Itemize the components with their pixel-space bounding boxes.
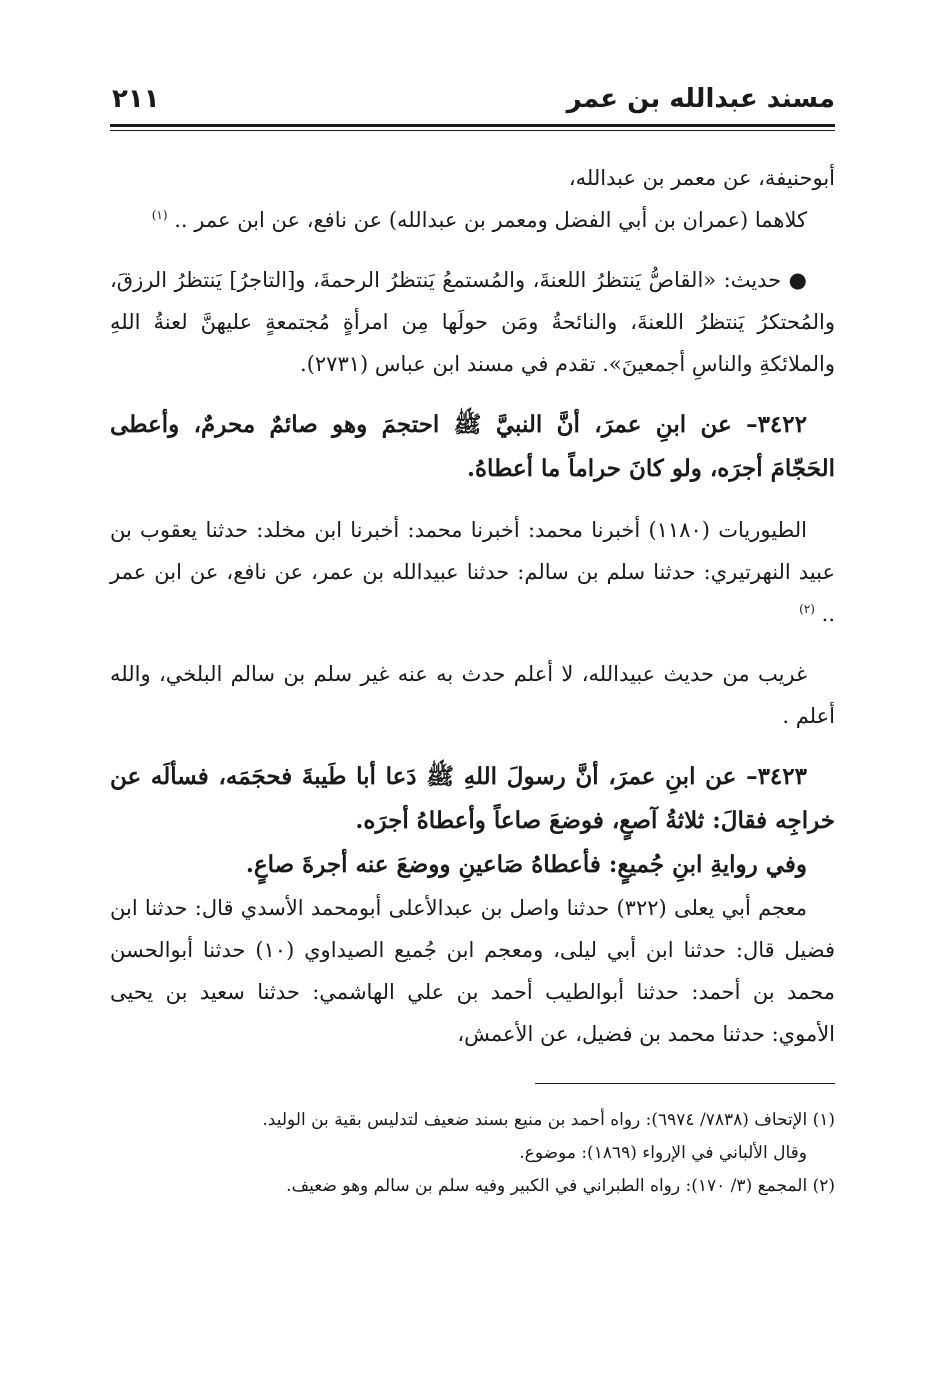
footnote-2: (٢) المجمع (٣/ ١٧٠): رواه الطبراني في الكبير وفيه سلم بن سالم وهو ضعيف. — [286, 1176, 835, 1196]
hadith-3423-variant — [110, 843, 835, 887]
hadith-3422-text: ٣٤٢٢– عن ابنِ عمرَ، أنَّ النبيَّ ﷺ احتجمَ وهو صائمٌ محرمٌ، وأعطى الحَجّامَ أجرَه، ولو كانَ حراماً ما أعطاهُ. — [110, 411, 835, 482]
footnotes — [110, 1104, 835, 1203]
page-number: ٢١١ — [112, 84, 160, 114]
gharib-note — [110, 653, 835, 737]
paragraph-chain-2 — [110, 199, 835, 241]
hadith-3423 — [110, 755, 835, 843]
source-mujam-abi-yala-text: معجم أبي يعلى (٣٢٢) حدثنا واصل بن عبدالأعلى أبومحمد الأسدي قال: حدثنا ابن فضيل قال: حدثنا ابن أبي ليلى، ومعجم ابن جُميع الصيداوي (١٠) حدثنا أبوالحسن محمد بن أحمد: حدثنا أبوالطيب أحمد بن علي الهاشمي: حدثنا سعيد بن يحيى الأموي: حدثنا محمد بن فضيل، عن الأعمش، — [110, 896, 835, 1046]
footnote-1-continued: وقال الألباني في الإرواء (١٨٦٩): موضوع. — [519, 1143, 807, 1163]
source-tuyuriyyat-text: الطيوريات (١١٨٠) أخبرنا محمد: أخبرنا محمد: أخبرنا ابن مخلد: حدثنا يعقوب بن عبيد النهرتيري: حدثنا سلم بن سالم: حدثنا عبيدالله بن عمر، عن نافع، عن ابن عمر .. — [110, 518, 835, 626]
footnote-ref-2[interactable]: (٢) — [799, 602, 815, 616]
footnote-1: (١) الإتحاف (٧٨٣٨/ ٦٩٧٤): رواه أحمد بن منيع بسند ضعيف لتدليس بقية بن الوليد. — [262, 1110, 835, 1130]
paragraph-chain-1 — [110, 157, 835, 199]
source-tuyuriyyat — [110, 509, 835, 635]
header-rule-thin — [110, 130, 835, 131]
hadith-3422 — [110, 403, 835, 491]
source-mujam-abi-yala — [110, 887, 835, 1055]
footnote-ref-1[interactable]: (١) — [151, 208, 168, 222]
main-text — [110, 157, 835, 1055]
running-header — [110, 80, 835, 122]
book-page — [110, 80, 835, 1203]
hadith-3423-variant-text: وفي روايةِ ابنِ جُميعٍ: فأعطاهُ صَاعينِ ووضعَ عنه أجرةَ صاعٍ. — [245, 851, 807, 878]
running-title: مسند عبدالله بن عمر — [566, 84, 835, 114]
gharib-note-text: غريب من حديث عبيدالله، لا أعلم حدث به عنه غير سلم بن سالم البلخي، والله أعلم . — [110, 662, 835, 728]
footnote-separator — [535, 1083, 835, 1084]
hadith-cross-reference — [110, 259, 835, 385]
paragraph-chain-1-text: أبوحنيفة، عن معمر بن عبدالله، — [568, 166, 835, 190]
hadith-cross-reference-text: ● حديث: «القاصُّ يَنتظرُ اللعنةَ، والمُستمعُ يَنتظرُ الرحمةَ، و[التاجرُ] يَنتظرُ الرزقَ، والمُحتكرُ يَنتظرُ اللعنةَ، والنائحةُ ومَن حولَها مِن امرأةٍ مُجتمعةٍ عليهنَّ لعنةُ اللهِ والملائكةِ والناسِ أجمعينَ». تقدم في مسند ابن عباس (٢٧٣١). — [110, 268, 835, 376]
hadith-3423-text: ٣٤٢٣– عن ابنِ عمرَ، أنَّ رسولَ اللهِ ﷺ دَعا أبا طَيبةَ فحجَمَه، فسألَه عن خراجِه فقالَ: ثلاثةُ آصعٍ، فوضعَ صاعاً وأعطاهُ أجرَه. — [110, 763, 835, 834]
header-rule-thick — [110, 124, 835, 127]
paragraph-chain-2-text: كلاهما (عمران بن أبي الفضل ومعمر بن عبدالله) عن نافع، عن ابن عمر .. — [174, 208, 807, 232]
